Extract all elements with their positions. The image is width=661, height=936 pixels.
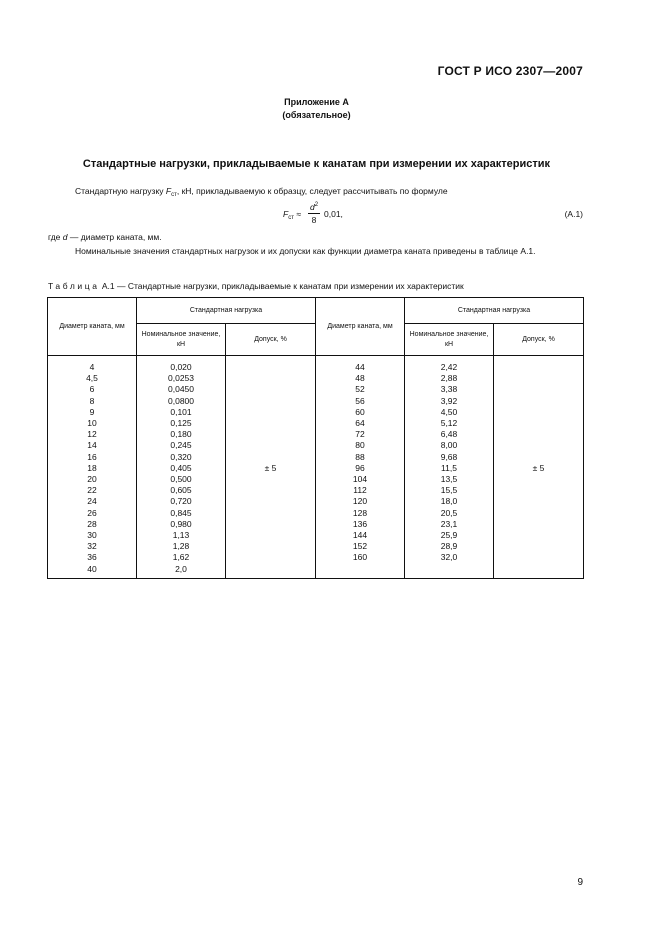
paragraph-text: , кН, прикладываемую к образцу, следует рассчитывать по формуле (176, 186, 448, 196)
diameter-value: 36 (87, 552, 97, 563)
diameter-value: 4 (89, 362, 95, 372)
tolerance-cell-left: ± 5 (226, 356, 316, 579)
diameter-value: 104 (352, 474, 368, 485)
load-value: 0,125 (170, 418, 192, 429)
header-tolerance-left: Допуск, % (226, 324, 316, 356)
formula-diameter-variable: d (309, 201, 315, 212)
diameter-value: 152 (352, 541, 368, 552)
diameter-value: 26 (87, 507, 97, 518)
header-diameter-left: Диаметр каната, мм (48, 298, 137, 356)
load-value: 0,405 (170, 462, 192, 473)
diameter-value: 9 (89, 406, 95, 417)
diameter-value: 32 (87, 541, 97, 552)
diameter-value: 48 (355, 373, 365, 384)
load-value: 0,020 (170, 362, 192, 372)
diameter-value: 52 (355, 384, 365, 395)
diameter-value: 56 (355, 395, 365, 406)
load-value: 3,38 (440, 384, 458, 395)
formula-rhs: 0,01, (324, 209, 343, 219)
load-value: 1,62 (172, 552, 190, 563)
diameter-value: 80 (355, 440, 365, 451)
diameter-value: 14 (87, 440, 97, 451)
document-header: ГОСТ Р ИСО 2307—2007 (437, 64, 583, 78)
diameter-value: 64 (355, 418, 365, 429)
diameter-value: 10 (87, 418, 97, 429)
diameter-value: 4,5 (86, 373, 98, 384)
loads-table (47, 297, 584, 579)
diameter-value: 72 (355, 429, 365, 440)
table-body-row (48, 356, 584, 579)
load-value: 18,0 (440, 496, 458, 507)
load-value: 3,92 (440, 395, 458, 406)
load-value: 0,500 (170, 474, 192, 485)
diameter-value: 20 (87, 474, 97, 485)
diameter-column-left (48, 356, 137, 579)
paragraph-text: где (48, 232, 63, 242)
diameter-value: 160 (352, 552, 368, 563)
header-nominal-right: Номинальное значение, кН (405, 324, 494, 356)
paragraph-text: — диаметр каната, мм. (67, 232, 162, 242)
header-diameter-right: Диаметр каната, мм (316, 298, 405, 356)
diameter-value: 136 (352, 518, 368, 529)
diameter-value: 22 (87, 485, 97, 496)
diameter-value: 30 (87, 530, 97, 541)
load-value: 0,180 (170, 429, 192, 440)
load-value: 25,9 (440, 530, 458, 541)
section-title: Стандартные нагрузки, прикладываемые к канатам при измерении их характеристик (82, 158, 551, 170)
formula-exponent: 2 (314, 202, 319, 208)
load-value: 0,845 (170, 507, 192, 518)
force-subscript: ст (171, 192, 177, 198)
formula-number: (А.1) (564, 209, 583, 219)
load-value: 0,980 (170, 518, 192, 529)
diameter-value: 28 (87, 518, 97, 529)
formula-force-variable: F (283, 209, 289, 219)
appendix-status: (обязательное) (282, 110, 351, 120)
page-number: 9 (577, 877, 583, 888)
load-value: 0,0800 (168, 395, 194, 406)
load-value: 0,605 (170, 485, 192, 496)
paragraph-load-definition (75, 186, 448, 198)
header-nominal-left: Номинальное значение, кН (137, 324, 226, 356)
diameter-value: 44 (355, 362, 365, 372)
diameter-value: 88 (355, 451, 365, 462)
load-value: 28,9 (440, 541, 458, 552)
load-value: 2,0 (175, 563, 187, 574)
force-variable: F (165, 186, 172, 196)
load-value: 9,68 (440, 451, 458, 462)
load-value: 4,50 (440, 406, 458, 417)
load-value: 0,101 (170, 406, 192, 417)
load-value: 15,5 (440, 485, 458, 496)
load-value: 23,1 (440, 518, 458, 529)
load-value: 32,0 (440, 552, 458, 563)
diameter-value: 12 (87, 429, 97, 440)
diameter-value: 40 (87, 563, 97, 574)
tolerance-cell-right: ± 5 (494, 356, 584, 579)
formula-numerator (308, 200, 320, 214)
diameter-value: 128 (352, 507, 368, 518)
diameter-variable: d (62, 232, 68, 242)
load-value: 5,12 (440, 418, 458, 429)
load-value: 0,0253 (168, 373, 194, 384)
load-value: 2,88 (440, 373, 458, 384)
load-value: 0,245 (170, 440, 192, 451)
table-caption (48, 281, 464, 291)
diameter-value: 8 (89, 395, 95, 406)
paragraph-where (48, 232, 162, 242)
diameter-value: 60 (355, 406, 365, 417)
diameter-value: 120 (352, 496, 368, 507)
diameter-value: 16 (87, 451, 97, 462)
paragraph-nominal-values: Номинальные значения стандартных нагрузок и их допуски как функции диаметра каната приведены в таблице А.1. (75, 246, 536, 256)
formula-approx-sign: ≈ (293, 209, 301, 219)
load-value: 0,720 (170, 496, 192, 507)
header-load-left: Стандартная нагрузка (137, 298, 316, 324)
header-load-right: Стандартная нагрузка (405, 298, 584, 324)
formula-denominator: 8 (311, 214, 317, 225)
header-tolerance-right: Допуск, % (494, 324, 584, 356)
load-value: 1,13 (172, 530, 190, 541)
load-column-left (137, 356, 226, 579)
load-value: 11,5 (441, 462, 457, 473)
formula-force-subscript: ст (288, 215, 294, 221)
diameter-value: 18 (87, 462, 97, 473)
table-caption-label: Таблица (48, 281, 100, 291)
diameter-column-right (316, 356, 405, 579)
load-value: 13,5 (440, 474, 458, 485)
load-value: 20,5 (440, 507, 458, 518)
load-value: 0,320 (170, 451, 192, 462)
diameter-value: 144 (352, 530, 368, 541)
load-value: 0,0450 (168, 384, 194, 395)
diameter-value: 96 (355, 462, 365, 473)
appendix-heading (0, 96, 633, 122)
formula-lhs (283, 209, 301, 221)
load-value: 1,28 (172, 541, 190, 552)
appendix-title: Приложение А (284, 97, 349, 107)
table-caption-text: А.1 — Стандартные нагрузки, прикладываемые к канатам при измерении их характеристик (99, 281, 464, 291)
diameter-value: 6 (89, 384, 95, 395)
load-column-right (405, 356, 494, 579)
formula-fraction (308, 200, 320, 226)
diameter-value: 24 (87, 496, 97, 507)
load-value: 8,00 (440, 440, 458, 451)
paragraph-text: Стандартную нагрузку (75, 186, 166, 196)
load-value: 6,48 (440, 429, 458, 440)
diameter-value: 112 (353, 485, 367, 496)
load-value: 2,42 (440, 362, 458, 372)
